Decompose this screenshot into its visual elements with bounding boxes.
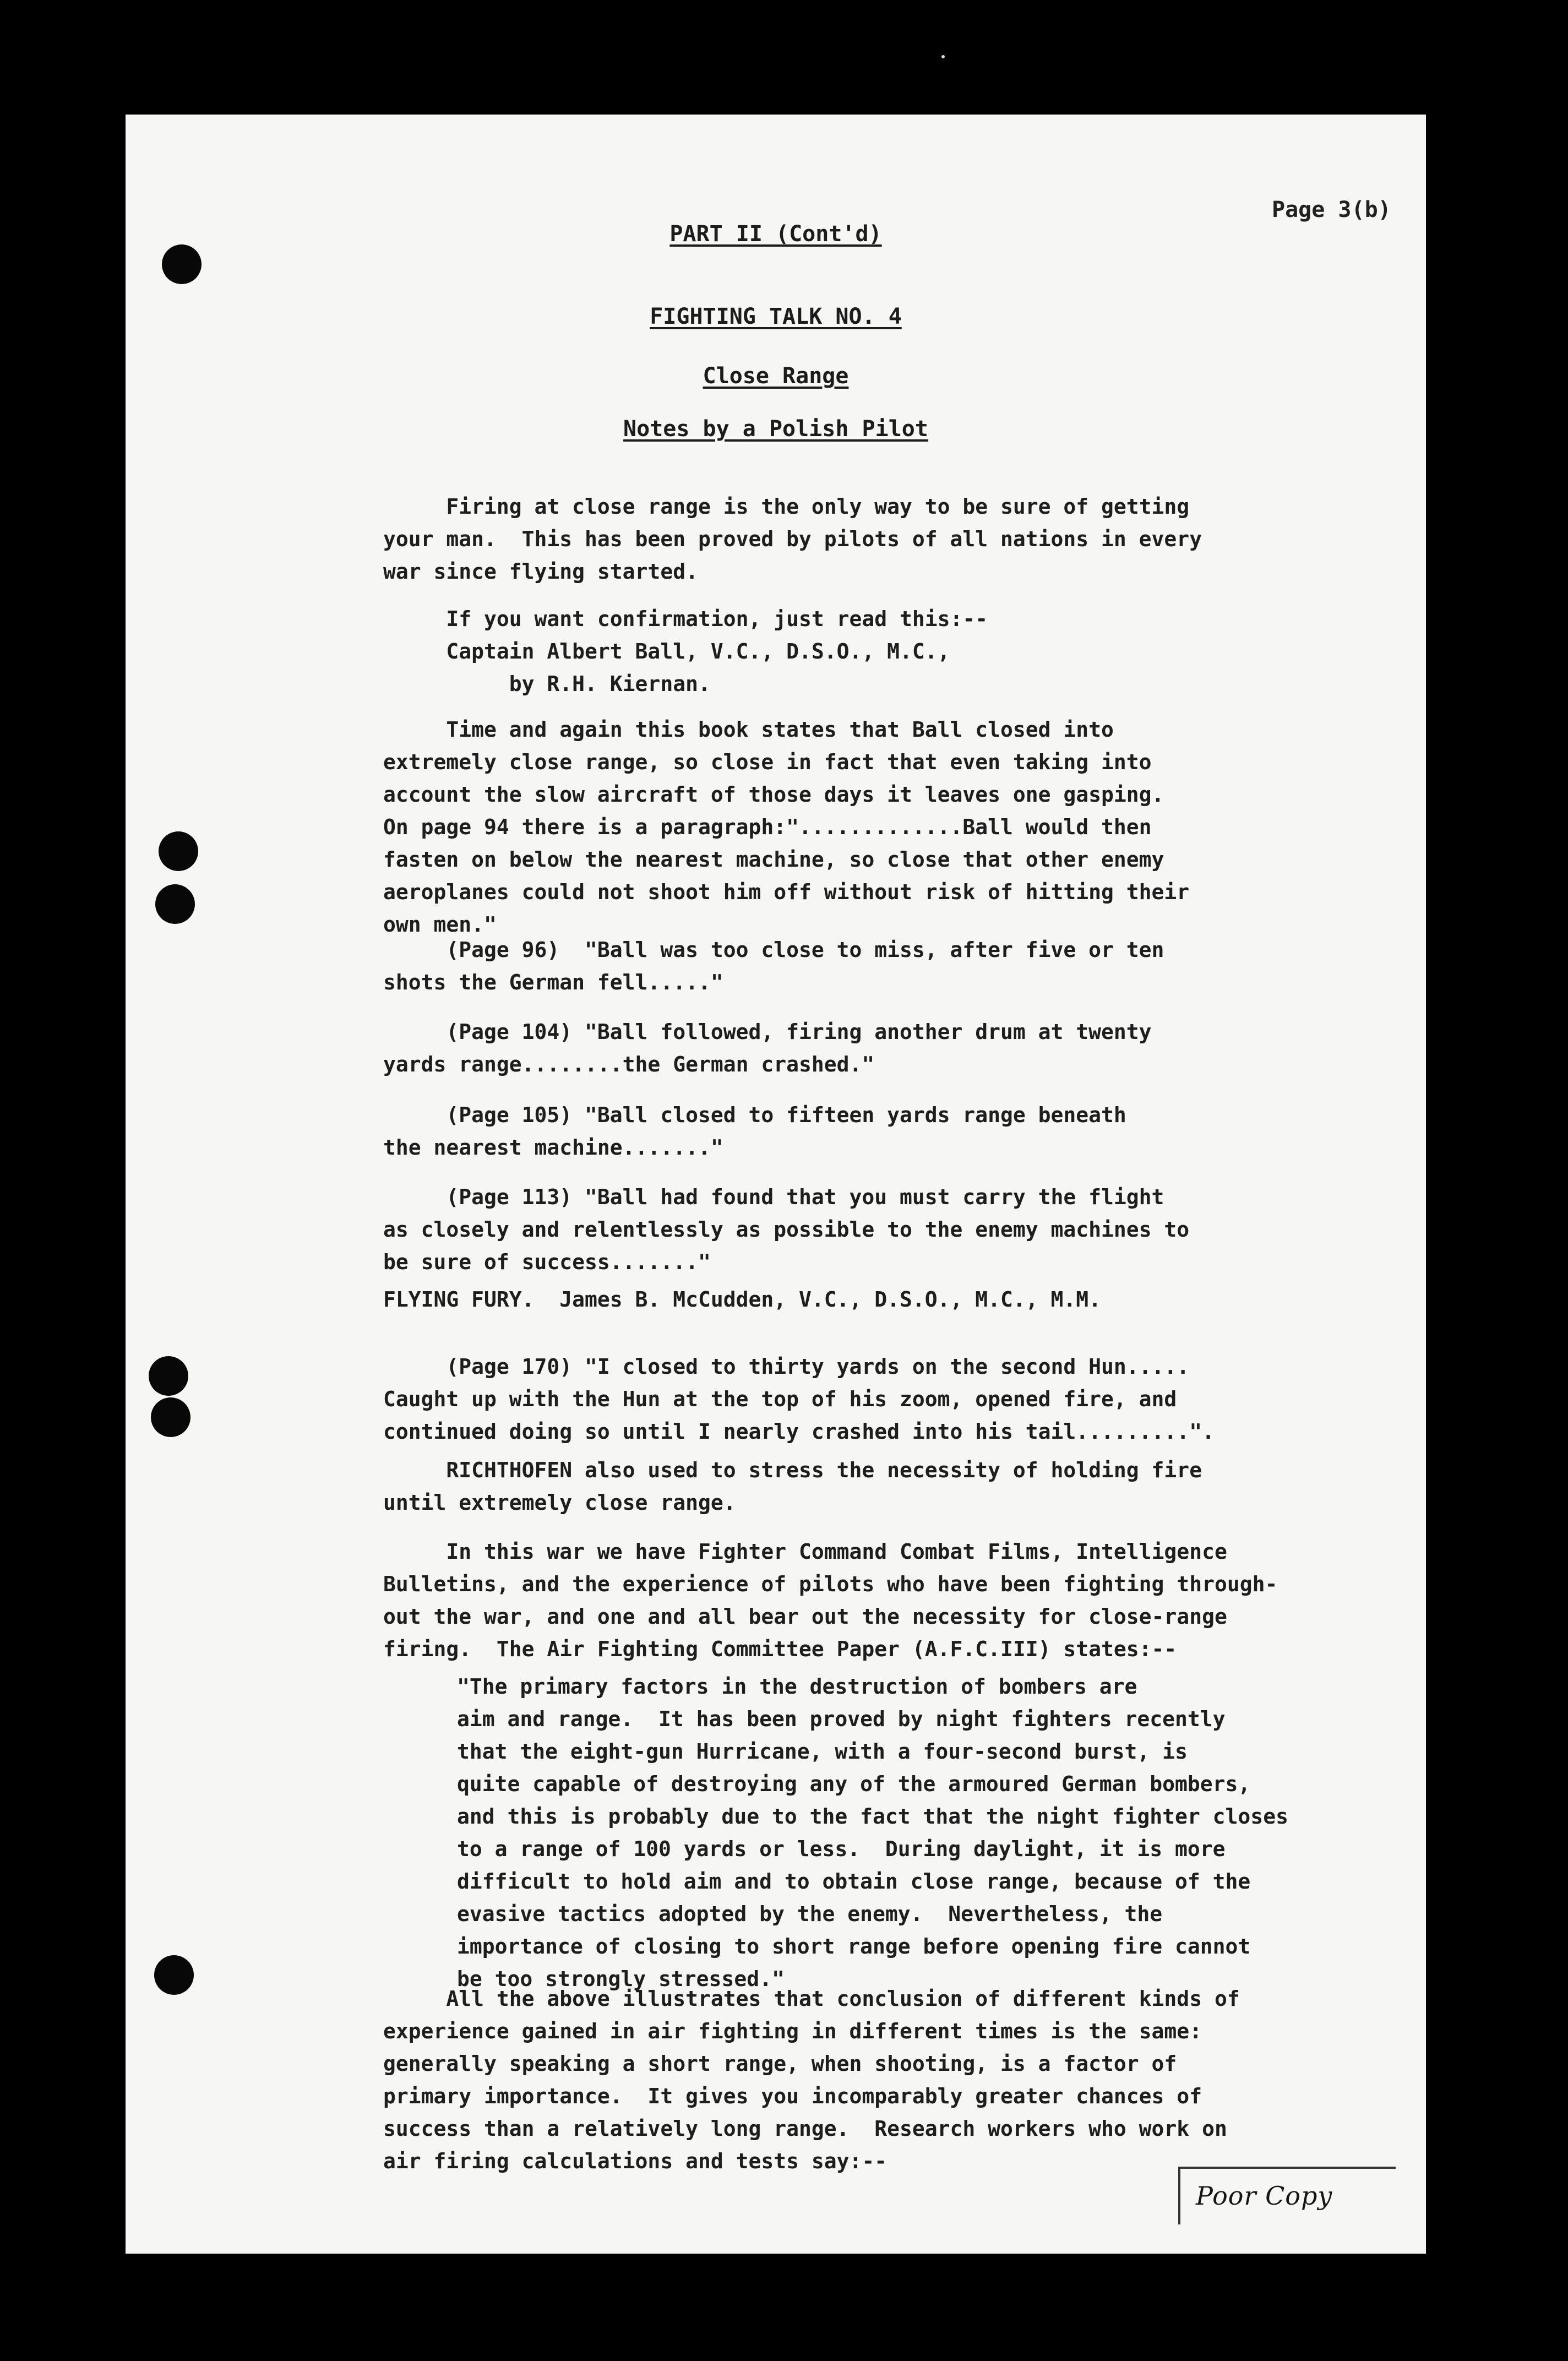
paragraph: All the above illustrates that conclusion of different kinds of experience gained in air fighting in different times is the same: generally speaking a short range, when shooting, is a factor of primary importance. It gives you incomparably greater chances of success than a relatively long range. Research workers who work on air firing calculations and tests say:-- [383,1987,1240,2173]
topic-heading: Close Range [703,363,849,389]
punch-hole [162,244,202,284]
paragraph: In this war we have Fighter Command Combat Films, Intelligence Bulletins, and the experience of pilots who have been fighting through- out the war, and one and all bear out the necessity for close-range firing. The Air Fighting Committee Paper (A.F.C.III) states:-- [383,1539,1278,1661]
paragraph: If you want confirmation, just read this:-- Captain Albert Ball, V.C., D.S.O., M.C., by R.H. Kiernan. [446,607,988,696]
punch-hole [149,1356,188,1396]
dust-speck [941,55,945,58]
paragraph: Firing at close range is the only way to be sure of getting your man. This has been proved by pilots of all nations in every war since flying started. [383,494,1202,584]
poor-copy-stamp: Poor Copy [1178,2167,1396,2224]
page-number: Page 3(b) [1272,197,1391,222]
punch-hole [159,831,198,871]
punch-hole [154,1955,194,1995]
punch-hole [151,1397,190,1437]
document-sheet [126,115,1426,2254]
paragraph: Time and again this book states that Ball closed into extremely close range, so close in fact that even taking into account the slow aircraft of those days it leaves one gasping. On page 94 there is a paragraph:".............Ball would then fasten on below the nearest machine, so close that other enemy aeroplanes could not shoot him off without risk of hitting their own men." [383,717,1190,937]
paragraph: (Page 105) "Ball closed to fifteen yards range beneath the nearest machine......." [383,1103,1126,1160]
part-heading: PART II (Cont'd) [669,221,882,247]
paragraph: RICHTHOFEN also used to stress the necessity of holding fire until extremely close range. [383,1458,1202,1515]
paragraph: (Page 170) "I closed to thirty yards on the second Hun..... Caught up with the Hun at the top of his zoom, opened fire, and continued doing so until I nearly crashed into his tail.........". [383,1354,1215,1444]
paragraph: (Page 96) "Ball was too close to miss, after five or ten shots the German fell....." [383,938,1164,994]
talk-heading: FIGHTING TALK NO. 4 [650,304,902,329]
punch-hole [155,884,195,924]
paragraph: (Page 104) "Ball followed, firing another drum at twenty yards range........the German crashed." [383,1020,1152,1076]
paragraph: (Page 113) "Ball had found that you must carry the flight as closely and relentlessly as possible to the enemy machines to be sure of success......." [383,1185,1190,1274]
paragraph: FLYING FURY. James B. McCudden, V.C., D.S.O., M.C., M.M. [383,1287,1102,1312]
byline-heading: Notes by a Polish Pilot [623,416,928,442]
quoted-paragraph: "The primary factors in the destruction of bombers are aim and range. It has been proved by night fighters recently that the eight-gun Hurricane, with a four-second burst, is quite capable of destroying any of the armoured German bombers, and this is probably due to the fact that the night fighter closes to a range of 100 yards or less. During daylight, it is more difficult to hold aim and to obtain close range, because of the evasive tactics adopted by the enemy. Nevertheless, the importance of closing to short range before opening fire cannot be too strongly stressed." [457,1674,1288,1991]
